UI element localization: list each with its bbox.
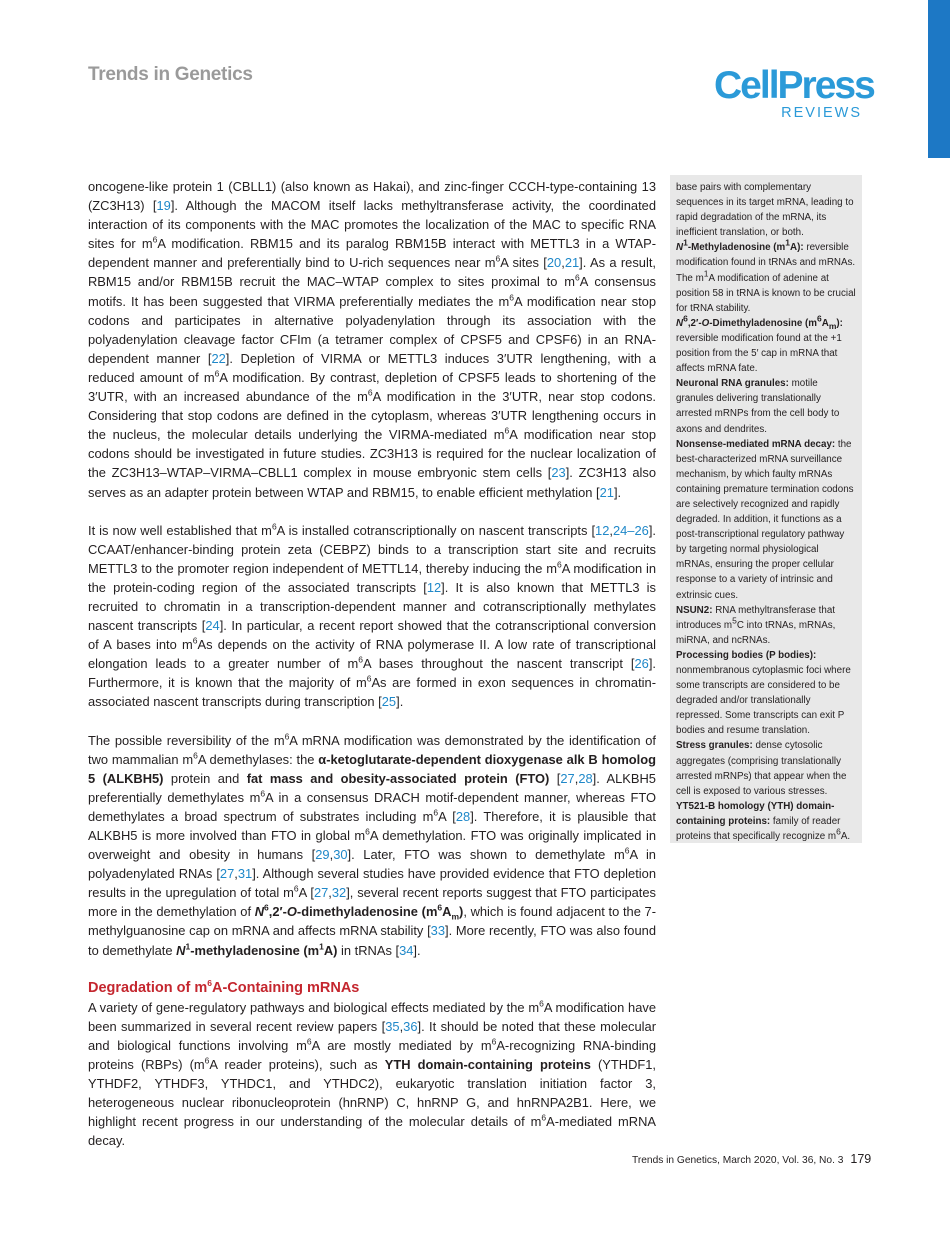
- citation-link[interactable]: 28: [455, 808, 471, 824]
- citation-link[interactable]: 30: [333, 847, 348, 863]
- citation-link[interactable]: 36: [403, 1018, 418, 1034]
- paragraph-3: The possible reversibility of the $m^6A$ mRNA modification was demonstrated by the identification of two mammalian $m^6A$ demethylases: the α-ketoglutarate-dependent dioxygenase alk B homolog 5 (ALKBH5) protein and fat mass and obesity-associated protein (FTO) [27,28]. ALKBH5 preferentially demethylates $m^6A$ in a consensus DRACH motif-dependent manner, whereas FTO demethylates a broad spectrum of substrates including $m^6A$ [28]. Therefore, it is plausible that ALKBH5 is more involved than FTO in global $m^6A$ demethylation. FTO was originally implicated in overweight and obesity in humans [29,30]. Later, FTO was shown to demethylate $m^6A$ in polyadenylated RNAs [27,31]. Although several studies have provided evidence that FTO depletion results in the upregulation of total $m^6A$ [27,32], several recent reports suggest that FTO participates more in the demethylation of $N^6,2'-O$-dimethyladenosine $(m^6A_m)$, which is found adjacent to the 7-methylguanosine cap on mRNA and affects mRNA stability [33]. More recently, FTO was also found to demethylate $N^1$-methyladenosine $(m^1A)$ in tRNAs [34].: [88, 731, 656, 958]
- glossary-entry: $N^6,2'-O$-Dimethyladenosine $(m^6A_m)$: reversible modification found at the +1 position from the 5′ cap in mRNA that affects mRNA fate.: [676, 313, 843, 375]
- glossary-term: YTH domain-containing proteins: [384, 1056, 591, 1072]
- journal-title: Trends in Genetics: [88, 64, 253, 85]
- cellpress-logo: [714, 64, 874, 121]
- citation-link[interactable]: 27: [560, 770, 575, 786]
- citation-link[interactable]: 31: [237, 866, 253, 882]
- glossary-term: α-ketoglutarate-dependent dioxygenase alk B homolog 5 (ALKBH5): [88, 751, 656, 786]
- citation-link[interactable]: 22: [211, 350, 226, 366]
- logo-wordmark: CellPress: [714, 64, 874, 107]
- paragraph-2: It is now well established that $m^6A$ is installed cotranscriptionally on nascent transcripts [12,24–26]. CCAAT/enhancer-binding protein zeta (CEBPZ) binds to a transcription start site and recruits METTL3 to the promoter region independent of METTL14, thereby inducing the $m^6A$ modification in the protein-coding region of the associated transcripts [12]. It is also known that METTL3 is recruited to chromatin in a transcription-dependent manner and cotranscriptionally methylates nascent transcripts [24]. In particular, a recent report showed that the cotranscriptional conversion of A bases into $m^6As$ depends on the activity of RNA polymerase II. A low rate of transcriptional elongation leads to a greater number of $m^6A$ bases throughout the nascent transcript [26]. Furthermore, it is known that the majority of $m^6As$ are formed in exon sequences in chromatin-associated nascent transcripts during transcription [25].: [88, 521, 657, 710]
- glossary-entry: YT521-B homology (YTH) domain-containing proteins: family of reader proteins that specifically recognize $m^6A$.: [676, 800, 851, 843]
- citation-link[interactable]: 26: [634, 656, 649, 672]
- glossary-term: $N^6,2'-O$-dimethyladenosine $(m^6A_m)$: [254, 903, 464, 922]
- page-number: 179: [850, 1152, 872, 1166]
- footer-citation: Trends in Genetics, March 2020, Vol. 36, No. 3: [632, 1155, 844, 1166]
- paragraph-1: oncogene-like protein 1 (CBLL1) (also known as Hakai), and zinc-finger CCCH-type-containing 13 (ZC3H13) [19]. Although the MACOM itself lacks methyltransferase activity, the coordinated interaction of its components with the MAC promotes the localization of the MAC to specific RNA sites for $m^6A$ modification. RBM15 and its paralog RBM15B interact with METTL3 in a WTAP-dependent manner and preferentially bind to U-rich sequences near $m^6A$ sites [20,21]. As a result, RBM15 and/or RBM15B recruit the MAC–WTAP complex to sites proximal to $m^6A$ consensus motifs. It has been suggested that VIRMA preferentially mediates the $m^6A$ modification near stop codons and participates in alternative polyadenylation through its association with the polyadenylation cleavage factor CFIm (a tetramer complex of CPSF5 and CPSF6) in an RNA-dependent manner [22]. Depletion of VIRMA or METTL3 induces 3′UTR lengthening, with a reduced amount of $m^6A$ modification. By contrast, depletion of CPSF5 leads to shortening of the 3′UTR, with an increased abundance of the $m^6A$ modification in the 3′UTR, near stop codons. Considering that stop codons are defined in the cytoplasm, whereas 3′UTR lengthening occurs in the nucleus, the molecular details underlying the VIRMA-mediated $m^6A$ modification near stop codons should be investigated in future studies. ZC3H13 is required for the nuclear localization of the ZC3H13–WTAP–VIRMA–CBLL1 complex in mouse embryonic stem cells [23]. ZC3H13 also serves as an adapter protein between WTAP and RBM15, to enable efficient methylation [21].: [88, 179, 656, 500]
- section-heading: Degradation of $m^6A$-Containing mRNAs: [88, 977, 360, 996]
- glossary-entry: base pairs with complementary sequences in its target mRNA, leading to rapid degradation of the mRNA, its inefficient translation, or both.: [676, 182, 854, 239]
- citation-link[interactable]: 35: [385, 1018, 400, 1034]
- citation-link[interactable]: 23: [551, 465, 566, 481]
- glossary-entry: Stress granules: dense cytosolic aggregates (comprising translationally arrested mRNPs) that appear when the cell is exposed to various stresses.: [676, 740, 847, 797]
- glossary-term: fat mass and obesity-associated protein (FTO): [246, 770, 550, 786]
- glossary-entry: Nonsense-mediated mRNA decay: the best-characterized mRNA surveillance mechanism, by which faulty mRNAs containing premature termination codons are selectively recognized and rapidly degraded. In addition, it functions as a post-transcriptional regulatory pathway by targeting normal physiological mRNAs, ensuring the proper cellular response to a variety of intrinsic and extrinsic cues.: [676, 438, 854, 601]
- glossary-box: [670, 175, 862, 843]
- citation-link[interactable]: 34: [399, 942, 414, 958]
- citation-link[interactable]: 21: [564, 255, 580, 271]
- glossary-entry: $N^1$-Methyladenosine $(m^1A)$: reversible modification found in tRNAs and mRNAs. The $m^1A$ modification of adenine at position 58 in tRNA is known to be crucial for tRNA stability.: [676, 238, 856, 314]
- side-color-tab: [928, 0, 950, 158]
- main-column: [88, 177, 656, 1150]
- citation-link[interactable]: 20: [546, 255, 562, 271]
- citation-link[interactable]: 12: [426, 579, 442, 595]
- citation-link[interactable]: 28: [578, 770, 593, 786]
- citation-link[interactable]: 27: [313, 885, 329, 901]
- citation-link[interactable]: 12: [595, 522, 610, 538]
- citation-link[interactable]: 19: [156, 198, 171, 214]
- logo-subtitle: REVIEWS: [781, 105, 862, 121]
- citation-link[interactable]: 24–26: [612, 522, 649, 538]
- glossary-entry: NSUN2: RNA methyltransferase that introduces $m^5C$ into tRNAs, mRNAs, miRNA, and ncRNAs.: [676, 604, 836, 646]
- glossary-entry: Neuronal RNA granules: motile granules delivering translationally arrested mRNPs from the cell body to axons and dendrites.: [676, 378, 840, 435]
- paragraph-4: A variety of gene-regulatory pathways and biological effects mediated by the $m^6A$ modification have been summarized in several recent review papers [35,36]. It should be noted that these molecular and biological functions involving $m^6A$ are mostly mediated by $m^6A$-recognizing RNA-binding proteins (RBPs) ($m^6A$ reader proteins), such as YTH domain-containing proteins (YTHDF1, YTHDF2, YTHDF3, YTHDC1, and YTHDC2), eukaryotic translation initiation factor 3, heterogeneous nuclear ribonucleoprotein (hnRNP) C, hnRNP G, and hnRNPA2B1. Here, we highlight recent progress in our understanding of the molecular details of $m^6A$-mediated mRNA decay.: [88, 998, 656, 1149]
- citation-link[interactable]: 27: [219, 866, 235, 882]
- glossary-term: $N^1$-methyladenosine $(m^1A)$: [176, 941, 338, 958]
- citation-link[interactable]: 21: [599, 484, 614, 500]
- citation-link[interactable]: 33: [430, 923, 445, 939]
- citation-link[interactable]: 25: [381, 694, 397, 710]
- citation-link[interactable]: 32: [331, 885, 347, 901]
- citation-link[interactable]: 24: [205, 618, 220, 634]
- glossary-entry: Processing bodies (P bodies): nonmembranous cytoplasmic foci where some transcripts are considered to be degraded and/or translationally repressed. Some transcripts can exit P bodies and resume translation.: [676, 649, 851, 737]
- page-footer: [632, 1152, 871, 1166]
- citation-link[interactable]: 29: [315, 847, 330, 863]
